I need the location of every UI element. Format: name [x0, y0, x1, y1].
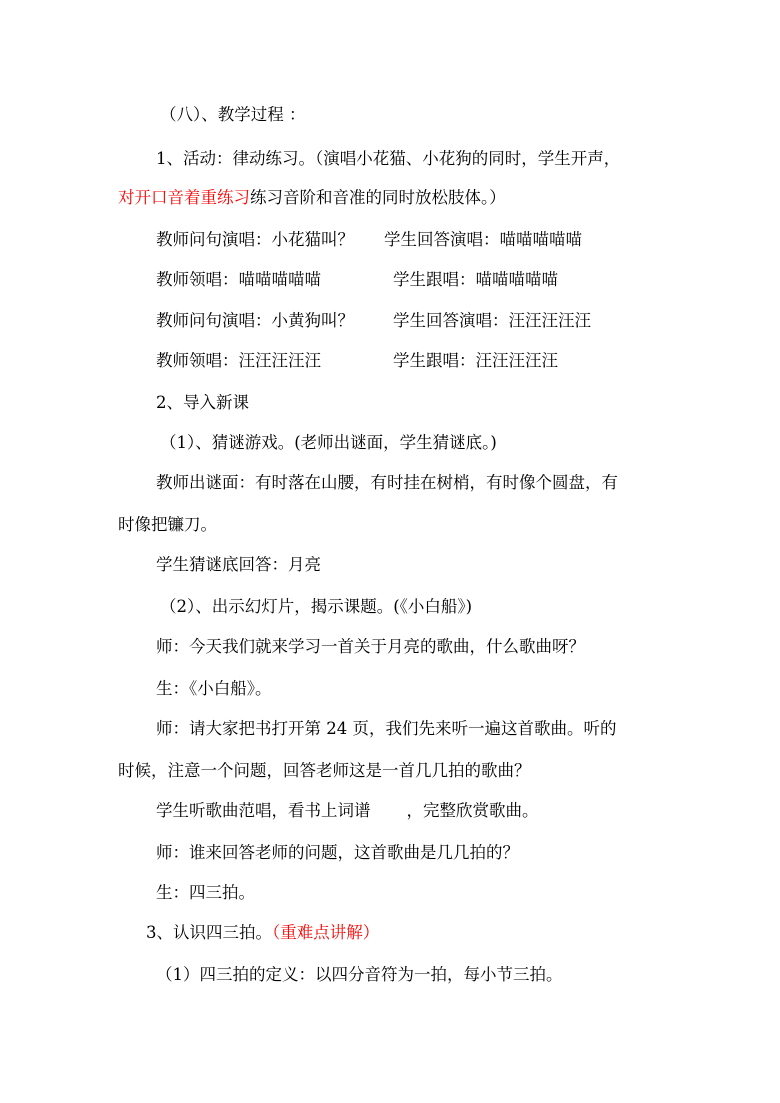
riddle-answer: 学生猜谜底回答：月亮 — [156, 555, 321, 574]
listen-line — [156, 801, 539, 821]
definition-line: （1）四三拍的定义：以四分音符为一拍，每小节三拍。 — [156, 965, 563, 984]
listen-line-part-2: ，完整欣赏歌曲。 — [406, 801, 539, 820]
key-point-label: （重难点讲解） — [272, 923, 380, 942]
section-heading: （八）、教学过程 ： — [160, 105, 306, 124]
dog-student-answer: 学生回答演唱：汪汪汪汪汪 — [393, 311, 591, 330]
dog-teacher-ask: 教师问句演唱：小黄狗叫？ — [156, 311, 354, 330]
teacher-book-line-1: 师：请大家把书打开第 24 页，我们先来听一遍这首歌曲。听的 — [156, 719, 617, 738]
cat-teacher-ask: 教师问句演唱：小花猫叫？ — [156, 230, 354, 249]
dog-student-follow: 学生跟唱：汪汪汪汪汪 — [393, 351, 558, 370]
cat-teacher-lead: 教师领唱：喵喵喵喵喵 — [156, 270, 321, 289]
activity-line-2-rest: 练习音阶和音准的同时放松肢体。） — [250, 188, 506, 207]
listen-line-part-1: 学生听歌曲范唱，看书上词谱 — [156, 801, 371, 820]
activity-line-2 — [118, 188, 506, 208]
teacher-beat-question: 师：谁来回答老师的问题，这首歌曲是几几拍的？ — [156, 843, 519, 862]
student-beat-answer: 生：四三拍。 — [156, 883, 255, 902]
know-34-text: 3、认识四三拍。 — [146, 923, 272, 942]
know-34-heading — [146, 923, 379, 943]
slides-line: （2）、出示幻灯片，揭示课题。(《小白船》) — [160, 597, 473, 616]
teacher-song-question: 师：今天我们就来学习一首关于月亮的歌曲，什么歌曲呀？ — [156, 637, 585, 656]
riddle-question-line-2: 时像把镰刀。 — [118, 515, 217, 534]
teacher-book-line-2: 时候，注意一个问题，回答老师这是一首几几拍的歌曲？ — [118, 761, 531, 780]
dog-teacher-lead: 教师领唱：汪汪汪汪汪 — [156, 351, 321, 370]
new-lesson-heading: 2、导入新课 — [156, 393, 249, 412]
emphasis-text: 对开口音着重练习 — [118, 188, 250, 207]
riddle-game: （1）、猜谜游戏。(老师出谜面，学生猜谜底。) — [160, 433, 497, 452]
riddle-question-line-1: 教师出谜面：有时落在山腰，有时挂在树梢，有时像个圆盘，有 — [156, 473, 618, 492]
cat-student-follow: 学生跟唱：喵喵喵喵喵 — [393, 270, 558, 289]
student-song-answer: 生：《小白船》。 — [156, 679, 272, 698]
cat-student-answer: 学生回答演唱：喵喵喵喵喵 — [384, 230, 582, 249]
activity-line-1: 1、活动：律动练习。（演唱小花猫、小花狗的同时，学生开声， — [156, 149, 621, 168]
